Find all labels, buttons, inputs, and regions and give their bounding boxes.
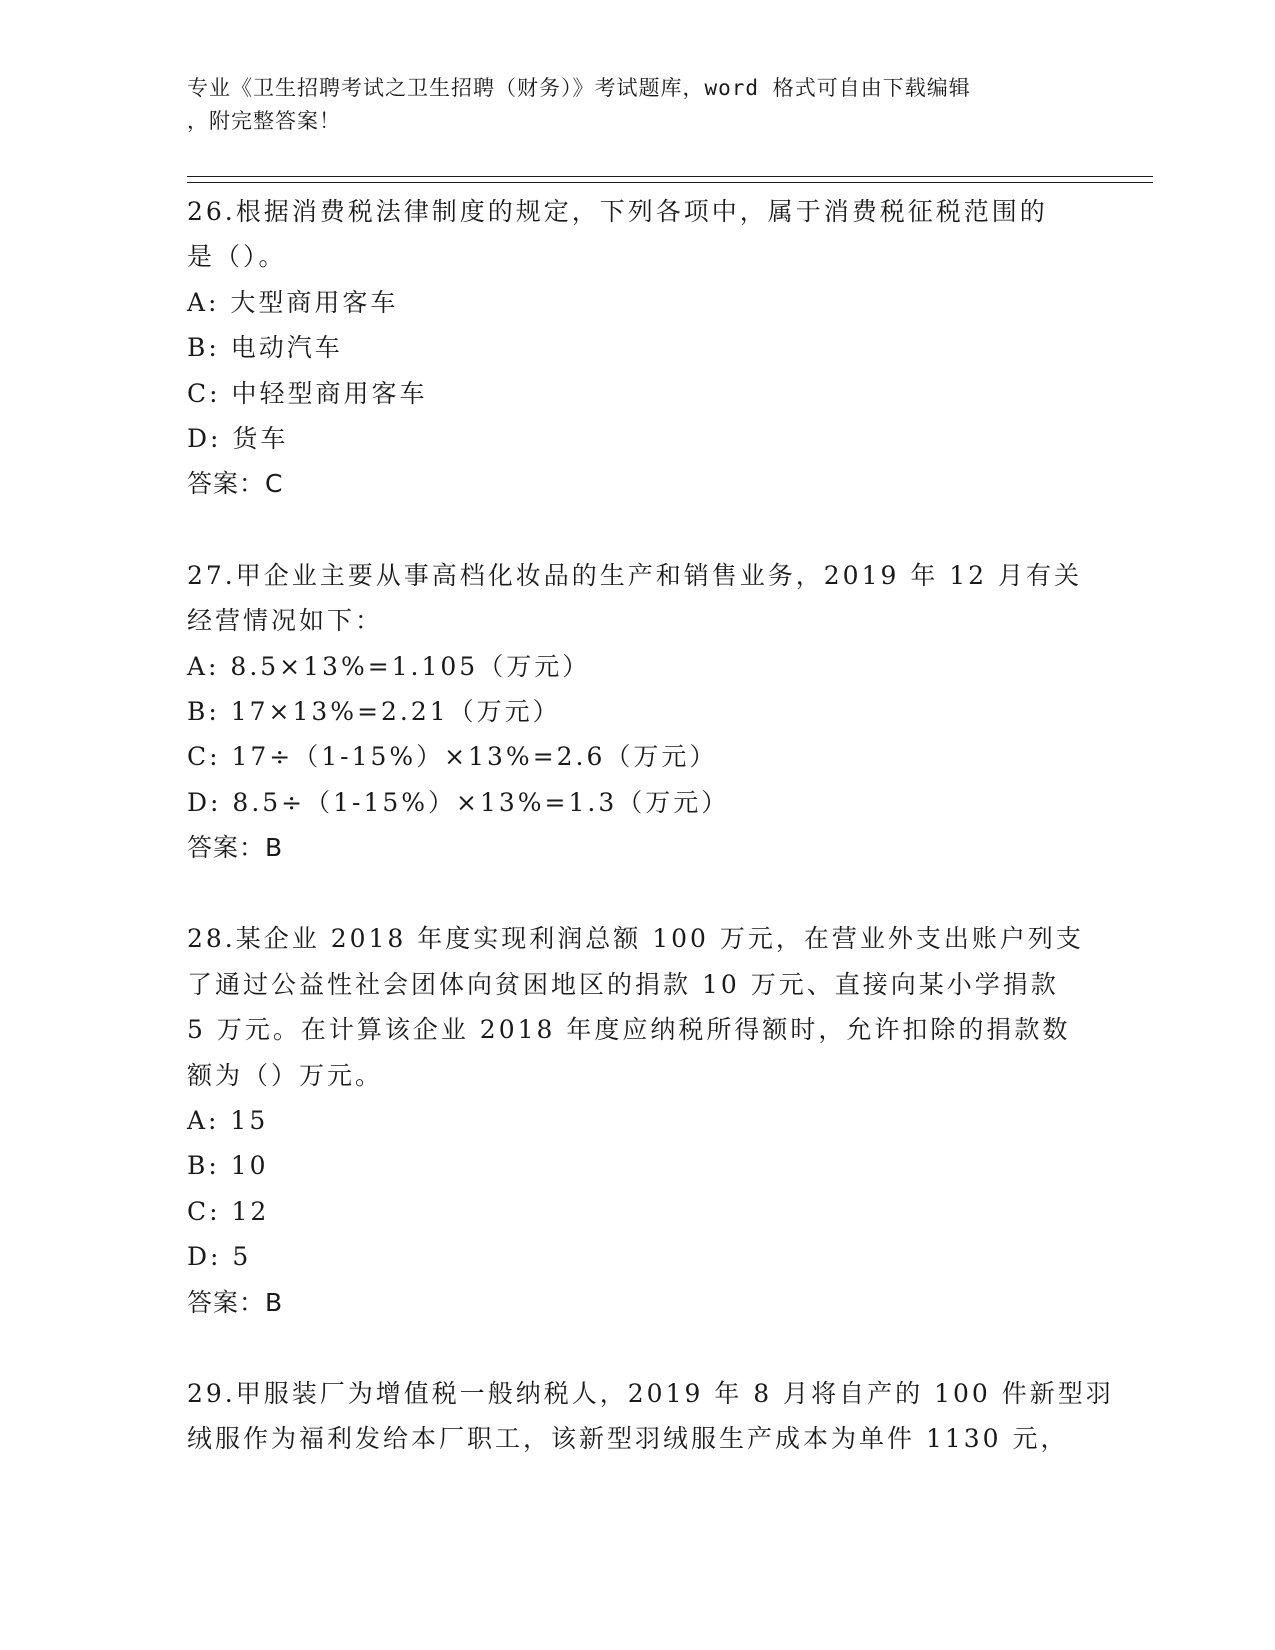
question-stem-line: 28.某企业 2018 年度实现利润总额 100 万元，在营业外支出账户列支 <box>187 924 1084 954</box>
option-b: B: 17×13%=2.21（万元） <box>187 696 561 726</box>
question-stem-line: 29.甲服装厂为增值税一般纳税人，2019 年 8 月将自产的 100 件新型羽 <box>187 1378 1114 1408</box>
answer-line: 答案：B <box>187 1287 284 1317</box>
option-c: C: 17÷（1-15%）×13%=2.6（万元） <box>187 742 718 772</box>
question-stem-line: 26.根据消费税法律制度的规定，下列各项中，属于消费税征税范围的 <box>187 197 1048 226</box>
answer-line: 答案：C <box>187 469 284 499</box>
option-c: C: 中轻型商用客车 <box>187 378 428 408</box>
option-a: A: 8.5×13%=1.105（万元） <box>187 651 591 681</box>
question-stem-line: 经营情况如下： <box>187 606 384 636</box>
answer-line: 答案：B <box>187 833 284 863</box>
document-header <box>187 72 1087 138</box>
question-stem-line: 是（）。 <box>187 242 287 272</box>
option-b: B: 10 <box>187 1151 269 1181</box>
question-27 <box>187 553 1087 871</box>
question-stem-line: 绒服作为福利发给本厂职工，该新型羽绒服生产成本为单件 1130 元， <box>187 1424 1069 1454</box>
question-stem-line: 了通过公益性社会团体向贫困地区的捐款 10 万元、直接向某小学捐款 <box>187 969 1059 999</box>
option-c: C: 12 <box>187 1196 270 1226</box>
question-29 <box>187 1371 1114 1462</box>
option-b: B: 电动汽车 <box>187 333 343 363</box>
header-rule-bottom <box>187 182 1153 183</box>
question-list <box>187 189 1114 1462</box>
header-rule-top <box>187 176 1153 177</box>
question-stem-line: 额为（）万元。 <box>187 1060 384 1090</box>
option-d: D: 货车 <box>187 423 289 453</box>
header-line-1: 专业《卫生招聘考试之卫生招聘（财务）》考试题库，word 格式可自由下载编辑 <box>187 76 971 100</box>
question-28 <box>187 916 1087 1325</box>
option-d: D: 8.5÷（1-15%）×13%=1.3（万元） <box>187 787 730 817</box>
option-a: A: 大型商用客车 <box>187 287 399 317</box>
question-stem-line: 27.甲企业主要从事高档化妆品的生产和销售业务，2019 年 12 月有关 <box>187 560 1083 590</box>
option-d: D: 5 <box>187 1242 252 1272</box>
question-26 <box>187 189 1087 507</box>
header-line-2: ，附完整答案！ <box>187 109 341 133</box>
option-a: A: 15 <box>187 1106 269 1136</box>
question-stem-line: 5 万元。在计算该企业 2018 年度应纳税所得额时，允许扣除的捐款数 <box>187 1015 1071 1045</box>
